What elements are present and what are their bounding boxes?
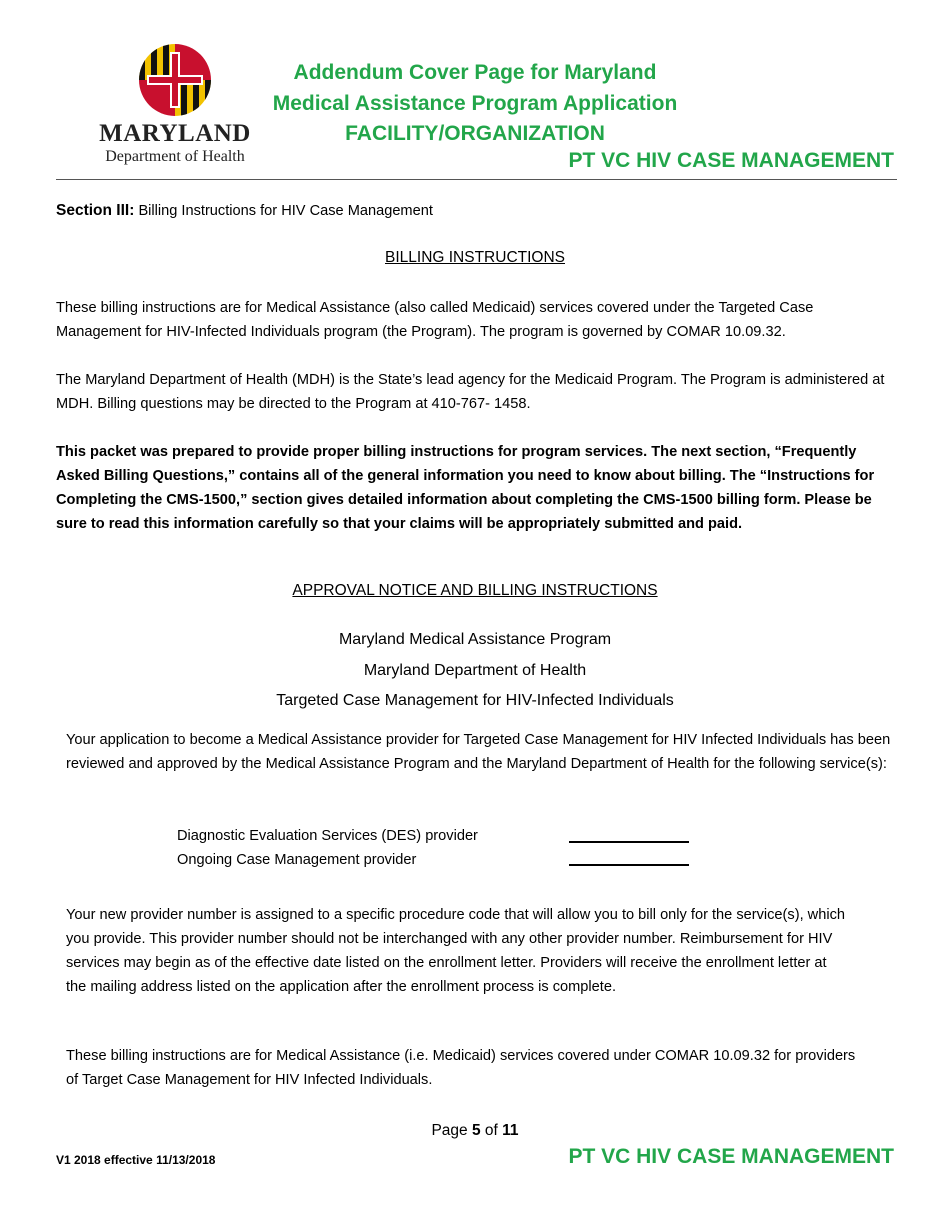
section-title (56, 202, 433, 220)
approval-lines (0, 625, 950, 717)
footer-program: PT VC HIV CASE MANAGEMENT (568, 1145, 894, 1168)
header-line1: Addendum Cover Page for Maryland (293, 61, 657, 84)
page-total: 11 (502, 1122, 519, 1139)
logo-name: MARYLAND (99, 120, 251, 147)
page-word: Page (431, 1122, 468, 1139)
header-line3: FACILITY/ORGANIZATION (345, 122, 605, 145)
page-current: 5 (471, 1122, 481, 1139)
header-line2: Medical Assistance Program Application (272, 91, 678, 115)
service-des-blank (569, 841, 689, 843)
header-program: PT VC HIV CASE MANAGEMENT (568, 149, 894, 172)
service-ongoing-blank (569, 864, 689, 866)
para-comar: These billing instructions are for Medical Assistance (i.e. Medicaid) services covered under COMAR 10.09.32 for providers of Target Case Management for HIV Infected Individuals. (66, 1048, 856, 1088)
service-des: Diagnostic Evaluation Services (DES) provider (177, 828, 478, 844)
para-packet-note: This packet was prepared to provide proper billing instructions for program services. The next section, “Frequently Asked Billing Questions,” contains all of the general information you need to know about billing. The “Instructions for Completing the CMS-1500,” section gives detailed information about completing the CMS-1500 billing form. Please be sure to read this information carefully so that your claims will be appropriately submitted and paid. (56, 444, 875, 532)
para-intro: These billing instructions are for Medical Assistance (also called Medicaid) services covered under the Targeted Case Management for HIV-Infected Individuals program (the Program). The program is governed by COMAR 10.09.32. (56, 300, 814, 340)
para-application: Your application to become a Medical Assistance provider for Targeted Case Management for HIV Infected Individuals has been reviewed and approved by the Medical Assistance Program and the Maryland Department of Health for the following service(s): (66, 732, 891, 772)
para-provider-number: Your new provider number is assigned to a specific procedure code that will allow you to bill only for the service(s), which you provide. This provider number should not be interchanged with any other provider number. Reimbursement for HIV services may begin as of the effective date listed on the enrollment letter. Providers will receive the enrollment letter at the mailing address listed on the application after the enrollment process is complete. (66, 907, 845, 995)
billing-heading (0, 249, 950, 267)
para-mdh: The Maryland Department of Health (MDH) is the State’s lead agency for the Medicaid Program. The Program is administered at MDH. Billing questions may be directed to the Program at 410-767- 1458. (56, 372, 885, 412)
footer-version: V1 2018 effective 11/13/2018 (56, 1153, 216, 1167)
page-number (0, 1122, 950, 1140)
header-divider (56, 179, 897, 180)
approval-line-tcm: Targeted Case Management for HIV-Infected Individuals (276, 692, 674, 709)
approval-line-department: Maryland Department of Health (363, 661, 587, 679)
header-title-block (0, 58, 950, 150)
section-subtitle: Billing Instructions for HIV Case Management (138, 203, 433, 219)
approval-line-program: Maryland Medical Assistance Program (338, 631, 612, 648)
service-ongoing: Ongoing Case Management provider (177, 852, 417, 868)
billing-heading-text: BILLING INSTRUCTIONS (385, 249, 565, 266)
services-list (177, 824, 478, 872)
page-of: of (484, 1122, 498, 1139)
logo-subtitle: Department of Health (105, 148, 245, 165)
approval-heading-text: APPROVAL NOTICE AND BILLING INSTRUCTIONS (292, 582, 658, 599)
approval-heading (0, 582, 950, 600)
section-label: Section III: (56, 202, 135, 219)
